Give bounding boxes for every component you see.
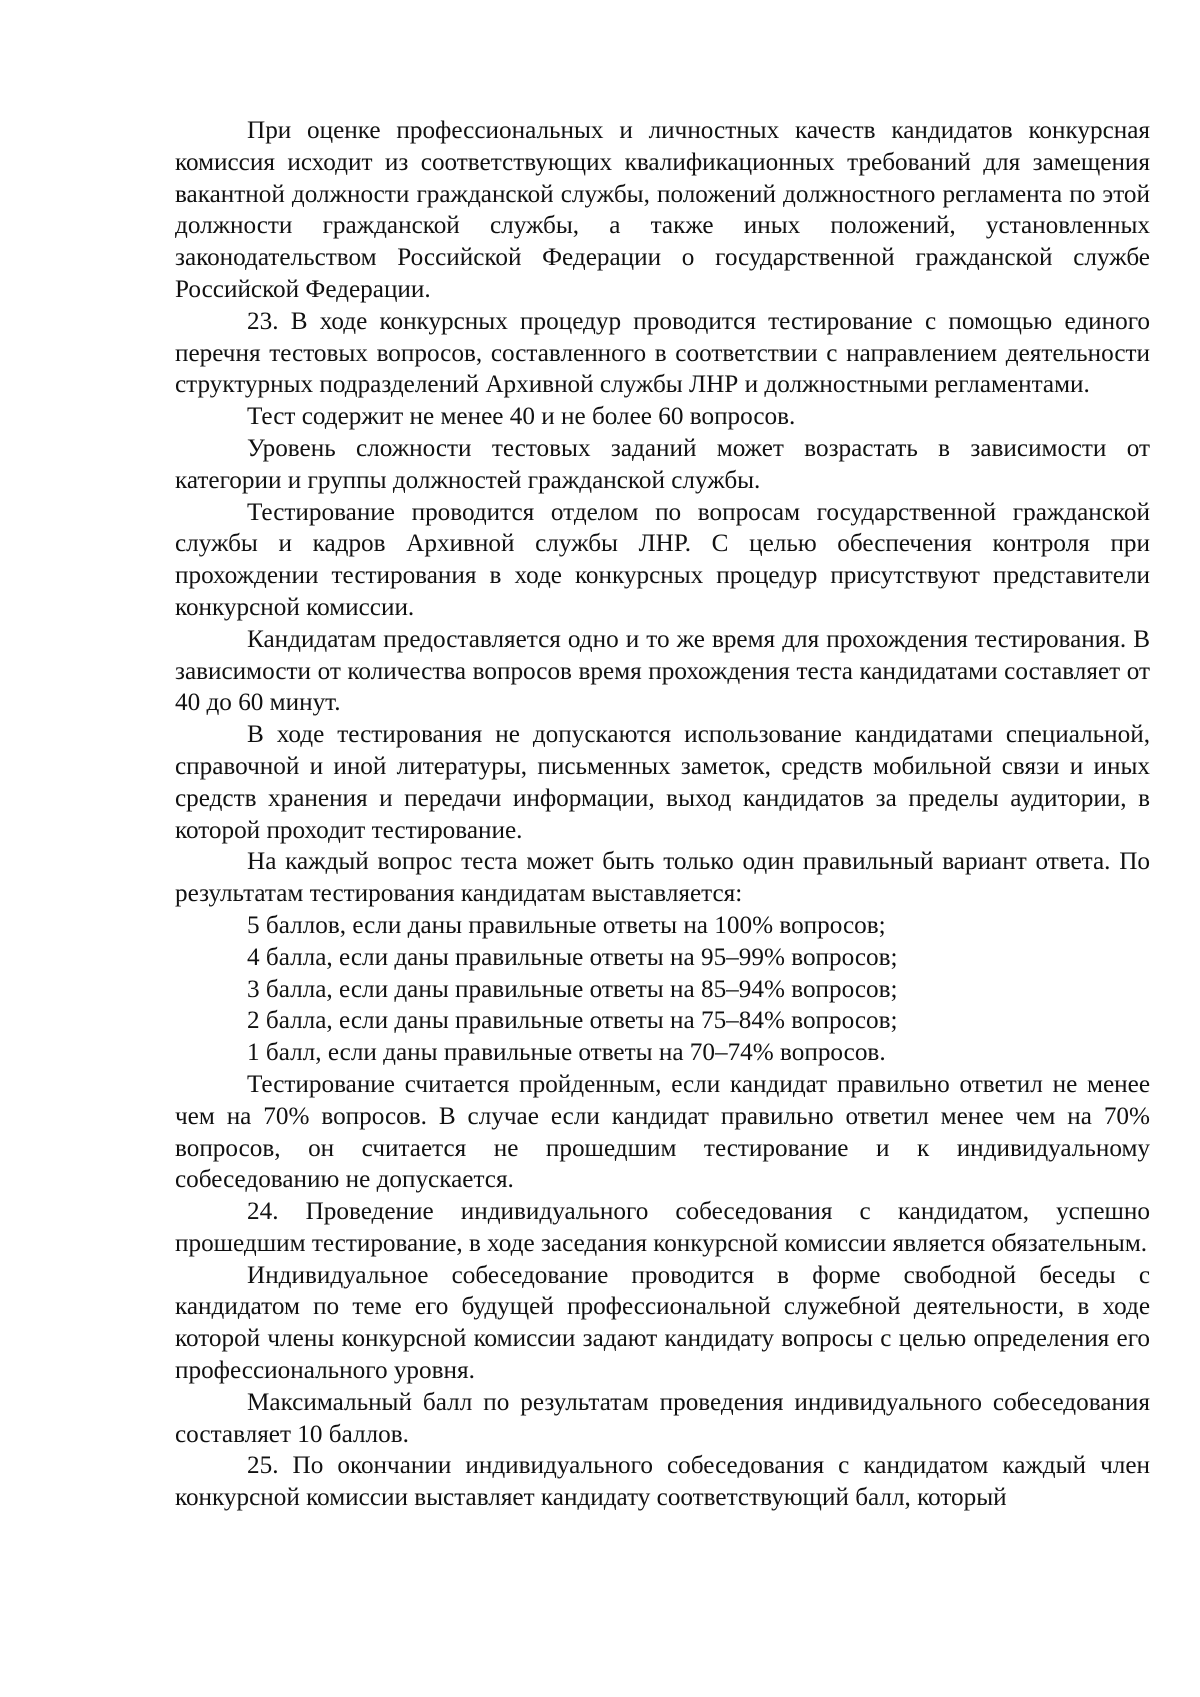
paragraph-restrictions: В ходе тестирования не допускаются использование кандидатами специальной, справочной и иной литературы, письменных заметок, средств мобильной связи и иных средств хранения и передачи информации, выход кандидатов за пределы аудитории, в которой проходит тестирование. (175, 721, 1150, 844)
paragraph-testing-time: Кандидатам предоставляется одно и то же время для прохождения тестирования. В зависимости от количества вопросов время прохождения теста кандидатами составляет от 40 до 60 минут. (175, 625, 1150, 717)
paragraph-test-size: Тест содержит не менее 40 и не более 60 вопросов. (247, 403, 796, 431)
paragraph-pass-threshold: Тестирование считается пройденным, если кандидат правильно ответил не менее чем на 70% вопросов. В случае если кандидат правильно ответил менее чем на 70% вопросов, он считается не прошедшим тестирование и к индивидуальному собеседованию не допускается. (175, 1070, 1150, 1194)
paragraph-testing-department: Тестирование проводится отделом по вопросам государственной гражданской службы и кадров Архивной службы ЛНР. С целью обеспечения контроля при прохождении тестирования в ходе конкурсных процедур присутствуют представители конкурсной комиссии. (175, 498, 1150, 621)
paragraph-difficulty: Уровень сложности тестовых заданий может возрастать в зависимости от категории и группы должностей гражданской службы. (175, 434, 1150, 494)
paragraph-23-testing: 23. В ходе конкурсных процедур проводится тестирование с помощью единого перечня тестовых вопросов, составленного в соответствии с направлением деятельности структурных подразделений Архивной службы ЛНР и должностными регламентами. (175, 307, 1150, 399)
paragraph-scoring-intro: На каждый вопрос теста может быть только один правильный вариант ответа. По результатам тестирования кандидатам выставляется: (175, 848, 1150, 908)
list-item-score-4: 4 балла, если даны правильные ответы на 95–99% вопросов; (247, 943, 898, 971)
paragraph-24-interview: 24. Проведение индивидуального собеседования с кандидатом, успешно прошедшим тестирование, в ходе заседания конкурсной комиссии является обязательным. (175, 1198, 1150, 1257)
list-item-score-2: 2 балла, если даны правильные ответы на 75–84% вопросов; (247, 1007, 898, 1035)
list-item-score-1: 1 балл, если даны правильные ответы на 70–74% вопросов. (247, 1039, 886, 1067)
list-item-score-5: 5 баллов, если даны правильные ответы на 100% вопросов; (247, 911, 886, 939)
list-item-score-3: 3 балла, если даны правильные ответы на 85–94% вопросов; (247, 975, 898, 1003)
paragraph-evaluation-criteria: При оценке профессиональных и личностных качеств кандидатов конкурсная комиссия исходит из соответствующих квалификационных требований для замещения вакантной должности гражданской службы, положений должностного регламента по этой должности гражданской службы, а также иных положений, установленных законодательством Российской Федерации о государственной гражданской службе Российской Федерации. (175, 117, 1150, 303)
paragraph-25-scoring: 25. По окончании индивидуального собеседования с кандидатом каждый член конкурсной комиссии выставляет кандидату соответствующий балл, который (175, 1452, 1150, 1512)
paragraph-interview-form: Индивидуальное собеседование проводится в форме свободной беседы с кандидатом по теме его будущей профессиональной служебной деятельности, в ходе которой члены конкурсной комиссии задают кандидату вопросы с целью определения его профессионального уровня. (175, 1261, 1150, 1385)
document-body (175, 115, 1150, 1514)
paragraph-max-score: Максимальный балл по результатам проведения индивидуального собеседования составляет 10 баллов. (175, 1388, 1150, 1448)
